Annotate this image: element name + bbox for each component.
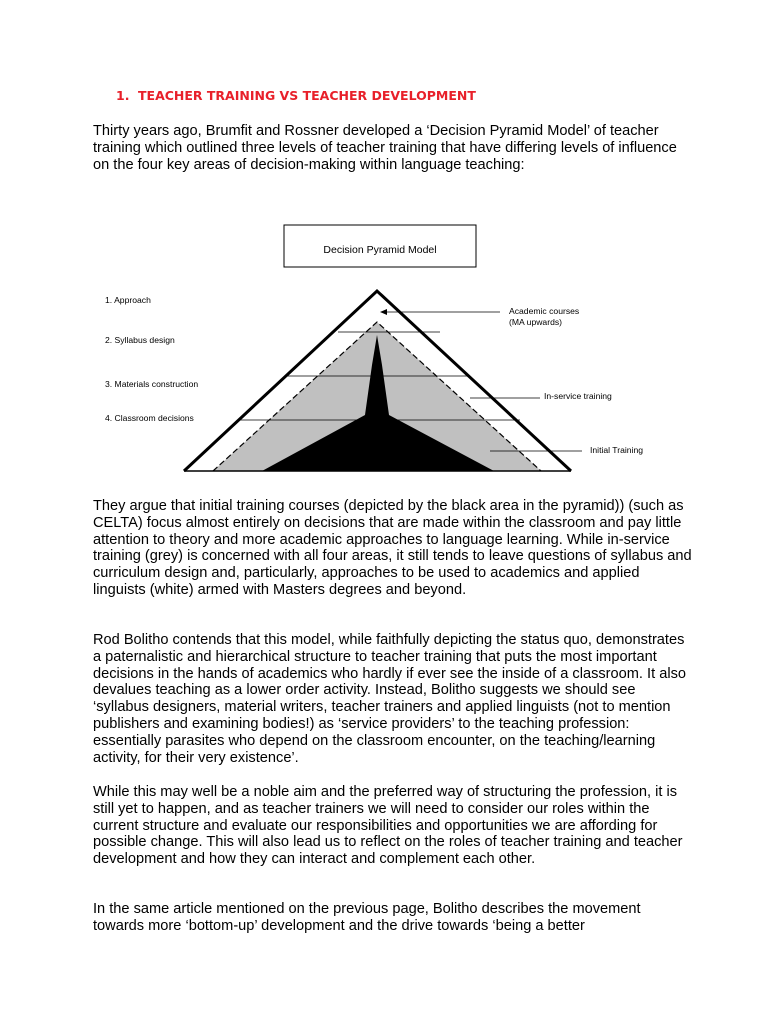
- section-title: TEACHER TRAINING VS TEACHER DEVELOPMENT: [138, 88, 476, 103]
- section-heading: [116, 88, 476, 103]
- callout-academic-line2: (MA upwards): [509, 317, 563, 327]
- level-label-syllabus: 2. Syllabus design: [105, 335, 175, 345]
- callout-academic-line1: Academic courses: [509, 306, 580, 316]
- paragraph-bottom-up: In the same article mentioned on the previous page, Bolitho describes the movement towards more ‘bottom-up’ development and the drive towards ‘being a better: [93, 901, 641, 934]
- paragraph-noble-aim: While this may well be a noble aim and the preferred way of structuring the profession, it is still yet to happen, and as teacher trainers we will need to consider our roles within the current structure and evaluate our responsibilities and opportunities we are affording for possible change. This will also lead us to reflect on the roles of teacher training and teacher development and how they can interact and complement each other.: [93, 784, 683, 868]
- level-label-materials: 3. Materials construction: [105, 379, 199, 389]
- paragraph-initial-training: They argue that initial training courses (depicted by the black area in the pyramid)) (such as CELTA) focus almost entirely on decisions that are made within the classroom and pay little attention to theory and more academic approaches to language learning. While in-service training (grey) is concerned with all four areas, it still tends to leave questions of syllabus and curriculum design and, particularly, approaches to be used to academics and applied linguists (white) armed with Masters degrees and beyond.: [93, 498, 692, 598]
- pyramid-diagram: [0, 215, 768, 485]
- paragraph-intro: Thirty years ago, Brumfit and Rossner developed a ‘Decision Pyramid Model’ of teacher training which outlined three levels of teacher training that have differing levels of influence on the four key areas of decision-making within language teaching:: [93, 123, 677, 173]
- paragraph-bolitho: Rod Bolitho contends that this model, while faithfully depicting the status quo, demonstrates a paternalistic and hierarchical structure to teacher training that puts the most important decisions in the hands of academics who hardly if ever see the inside of a classroom. It also devalues teaching as a lower order activity. Instead, Bolitho suggests we should see ‘syllabus designers, material writers, teacher trainers and applied linguists (not to mention publishers and examining bodies!) as ‘service providers’ to the teaching profession: essentially parasites who depend on the classroom encounter, on the teaching/learning activity, for their very existence’.: [93, 632, 686, 766]
- section-number: 1.: [116, 88, 130, 103]
- level-label-classroom: 4. Classroom decisions: [105, 413, 194, 423]
- callout-inservice: In-service training: [544, 391, 612, 401]
- callout-initial: Initial Training: [590, 445, 644, 455]
- level-label-approach: 1. Approach: [105, 295, 151, 305]
- decision-pyramid-figure: [0, 215, 768, 485]
- figure-title: Decision Pyramid Model: [323, 244, 437, 256]
